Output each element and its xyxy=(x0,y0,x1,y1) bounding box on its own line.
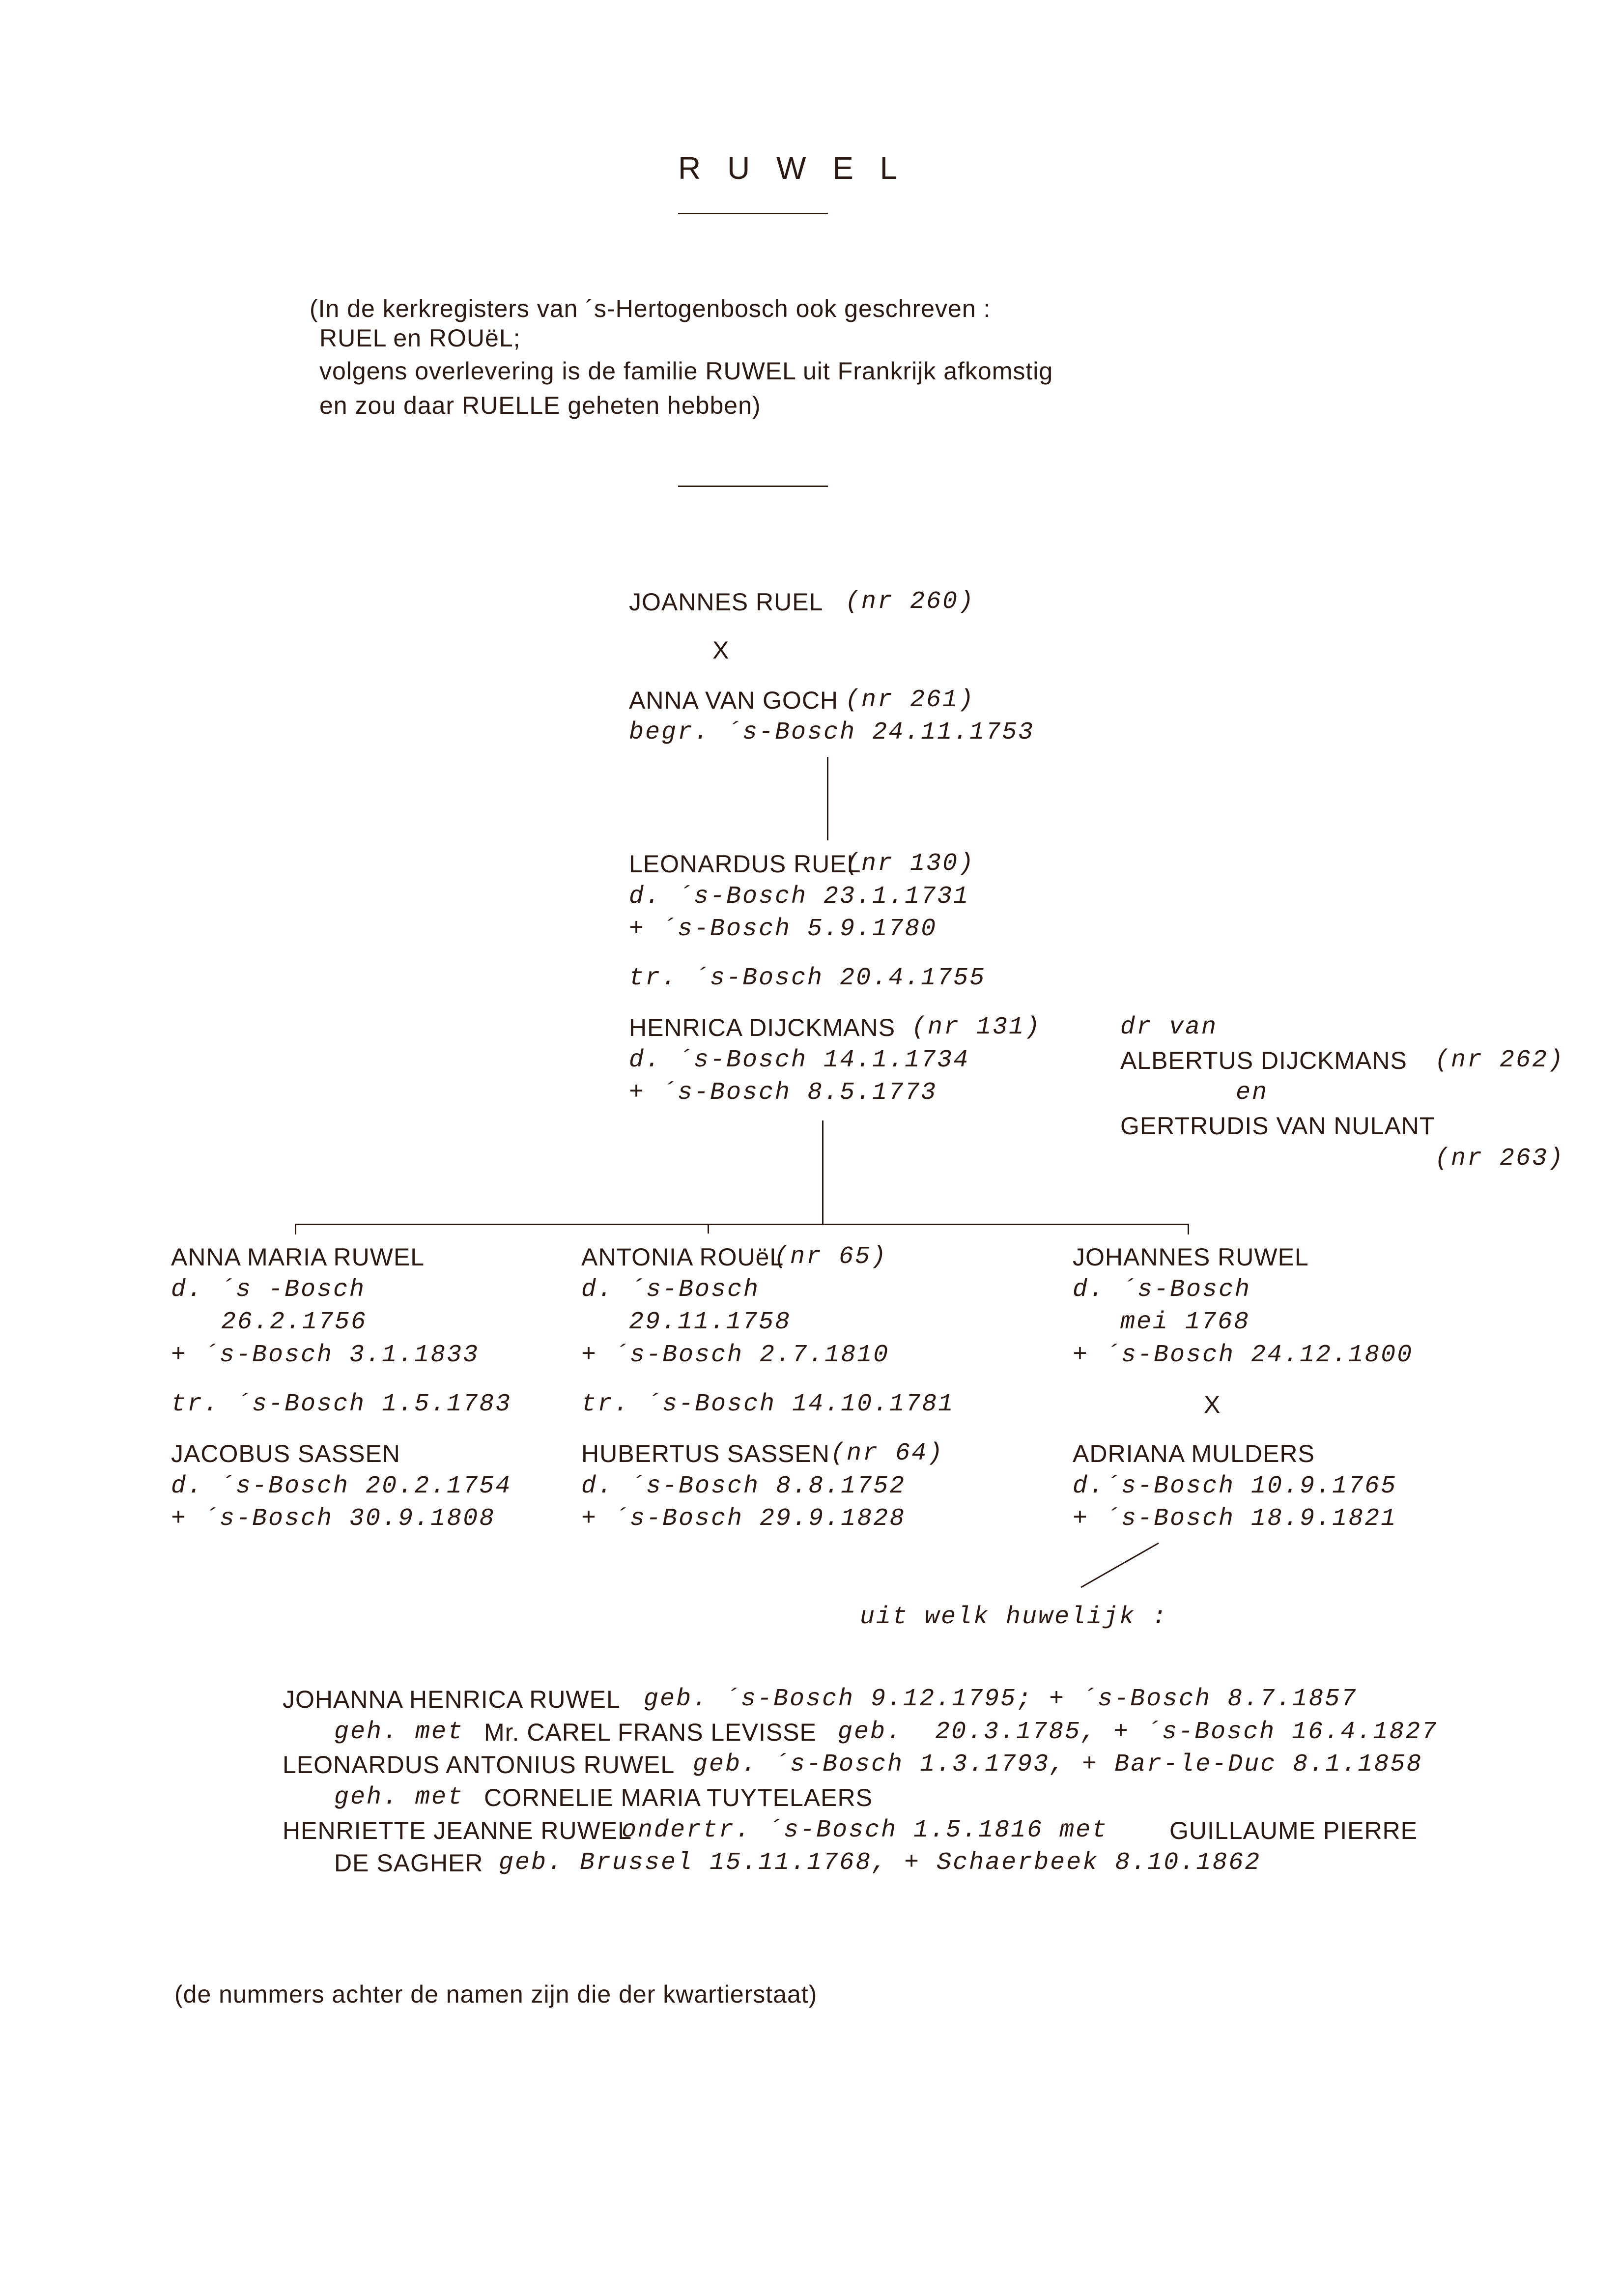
child-2-born-place: d. ´s-Bosch xyxy=(581,1276,760,1304)
wife-parents-en: en xyxy=(1236,1079,1269,1107)
grandchild-3-ondertr: ondertr. ´s-Bosch 1.5.1816 met xyxy=(622,1816,1108,1844)
footnote: (de nummers achter de namen zijn die der kwartierstaat) xyxy=(174,1980,818,2008)
grandchild-1-geh-met: geh. met xyxy=(334,1718,464,1746)
child-2-tick xyxy=(708,1224,709,1234)
child-1-born-date: 26.2.1756 xyxy=(221,1308,368,1336)
gen2-marriage: tr. ´s-Bosch 20.4.1755 xyxy=(629,964,986,992)
child-2-born-date: 29.11.1758 xyxy=(629,1308,792,1336)
child-3-spouse-born: d.´s-Bosch 10.9.1765 xyxy=(1073,1472,1397,1500)
intro-line-3: volgens overlevering is de familie RUWEL uit Frankrijk afkomstig xyxy=(319,357,1053,385)
gen2-wife-nr: (nr 131) xyxy=(911,1013,1042,1041)
grandchild-1-name: JOHANNA HENRICA RUWEL xyxy=(283,1686,621,1713)
grandchild-2-dates: geb. ´s-Bosch 1.3.1793, + Bar-le-Duc 8.1.1858 xyxy=(693,1751,1423,1779)
gen1-marriage-x: X xyxy=(712,636,730,664)
gen2-husband-died: + ´s-Bosch 5.9.1780 xyxy=(629,915,937,943)
gen1-wife-name: ANNA VAN GOCH xyxy=(629,687,839,714)
children-bracket xyxy=(295,1224,1189,1225)
child-2-spouse-died: + ´s-Bosch 29.9.1828 xyxy=(581,1505,906,1533)
child-3-marriage-x: X xyxy=(1204,1391,1221,1418)
child-2-spouse-nr: (nr 64) xyxy=(830,1439,944,1467)
child-3-spouse-name: ADRIANA MULDERS xyxy=(1073,1440,1315,1467)
child-2-nr: (nr 65) xyxy=(774,1243,888,1271)
grandchild-3-spouse: GUILLAUME PIERRE xyxy=(1169,1817,1418,1844)
child-2-spouse-born: d. ´s-Bosch 8.8.1752 xyxy=(581,1472,906,1500)
intro-line-1: (In de kerkregisters van ´s-Hertogenbosch ook geschreven : xyxy=(310,295,991,322)
gen1-wife-nr: (nr 261) xyxy=(845,686,975,714)
grandchild-1-spouse: Mr. CAREL FRANS LEVISSE xyxy=(484,1719,817,1746)
gen2-husband-nr: (nr 130) xyxy=(845,850,975,878)
wife-mother-name: GERTRUDIS VAN NULANT xyxy=(1120,1112,1435,1140)
uit-welk-huwelijk: uit welk huwelijk : xyxy=(860,1603,1168,1631)
grandchild-1-dates: geb. ´s-Bosch 9.12.1795; + ´s-Bosch 8.7.1857 xyxy=(644,1685,1358,1713)
child-2-name: ANTONIA ROUëL xyxy=(581,1243,784,1271)
child-1-marriage: tr. ´s-Bosch 1.5.1783 xyxy=(171,1390,512,1418)
gen2-wife-born: d. ´s-Bosch 14.1.1734 xyxy=(629,1046,970,1074)
wife-mother-nr: (nr 263) xyxy=(1435,1145,1565,1173)
wife-parents-dr-van: dr van xyxy=(1120,1013,1218,1041)
grandchild-2-spouse: CORNELIE MARIA TUYTELAERS xyxy=(484,1784,873,1811)
title-underline xyxy=(678,213,828,214)
gen2-wife-died: + ´s-Bosch 8.5.1773 xyxy=(629,1079,937,1107)
page-title: R U W E L xyxy=(678,150,907,186)
wife-father-name: ALBERTUS DIJCKMANS xyxy=(1120,1047,1407,1074)
grandchild-2-geh-met: geh. met xyxy=(334,1783,464,1811)
separator-rule xyxy=(678,486,828,487)
gen2-husband-name: LEONARDUS RUEL xyxy=(629,850,861,878)
gen1-husband-name: JOANNES RUEL xyxy=(629,588,824,616)
child-3-name: JOHANNES RUWEL xyxy=(1073,1243,1309,1271)
gen2-wife-name: HENRICA DIJCKMANS xyxy=(629,1014,896,1041)
child-1-tick xyxy=(295,1224,296,1234)
gen2-husband-born: d. ´s-Bosch 23.1.1731 xyxy=(629,883,970,911)
grandchild-3-spouse-surname: DE SAGHER xyxy=(334,1849,483,1877)
intro-line-4: en zou daar RUELLE geheten hebben) xyxy=(319,392,761,419)
grandchild-2-name: LEONARDUS ANTONIUS RUWEL xyxy=(283,1751,675,1779)
child-3-died: + ´s-Bosch 24.12.1800 xyxy=(1073,1341,1414,1369)
child-1-spouse-name: JACOBUS SASSEN xyxy=(171,1440,400,1467)
child-2-spouse-name: HUBERTUS SASSEN xyxy=(581,1440,830,1467)
child-1-spouse-born: d. ´s-Bosch 20.2.1754 xyxy=(171,1472,512,1500)
descent-line-2 xyxy=(822,1120,824,1225)
pointer-line xyxy=(1071,1538,1169,1592)
grandchild-3-name: HENRIETTE JEANNE RUWEL xyxy=(283,1817,632,1844)
child-1-spouse-died: + ´s-Bosch 30.9.1808 xyxy=(171,1505,496,1533)
child-3-tick xyxy=(1188,1224,1189,1234)
grandchild-3-spouse-dates: geb. Brussel 15.11.1768, + Schaerbeek 8.10.1862 xyxy=(499,1849,1261,1877)
grandchild-1-spouse-dates: geb. 20.3.1785, + ´s-Bosch 16.4.1827 xyxy=(838,1718,1438,1746)
child-1-name: ANNA MARIA RUWEL xyxy=(171,1243,425,1271)
child-1-died: + ´s-Bosch 3.1.1833 xyxy=(171,1341,480,1369)
child-2-marriage: tr. ´s-Bosch 14.10.1781 xyxy=(581,1390,955,1418)
child-3-spouse-died: + ´s-Bosch 18.9.1821 xyxy=(1073,1505,1397,1533)
child-2-died: + ´s-Bosch 2.7.1810 xyxy=(581,1341,890,1369)
gen1-husband-nr: (nr 260) xyxy=(845,588,975,616)
gen1-wife-burial: begr. ´s-Bosch 24.11.1753 xyxy=(629,718,1035,746)
descent-line-1 xyxy=(827,757,828,840)
wife-father-nr: (nr 262) xyxy=(1435,1046,1565,1074)
child-1-born-place: d. ´s -Bosch xyxy=(171,1276,366,1304)
child-3-born-date: mei 1768 xyxy=(1120,1308,1250,1336)
child-3-born-place: d. ´s-Bosch xyxy=(1073,1276,1251,1304)
intro-line-2: RUEL en ROUëL; xyxy=(319,324,521,352)
